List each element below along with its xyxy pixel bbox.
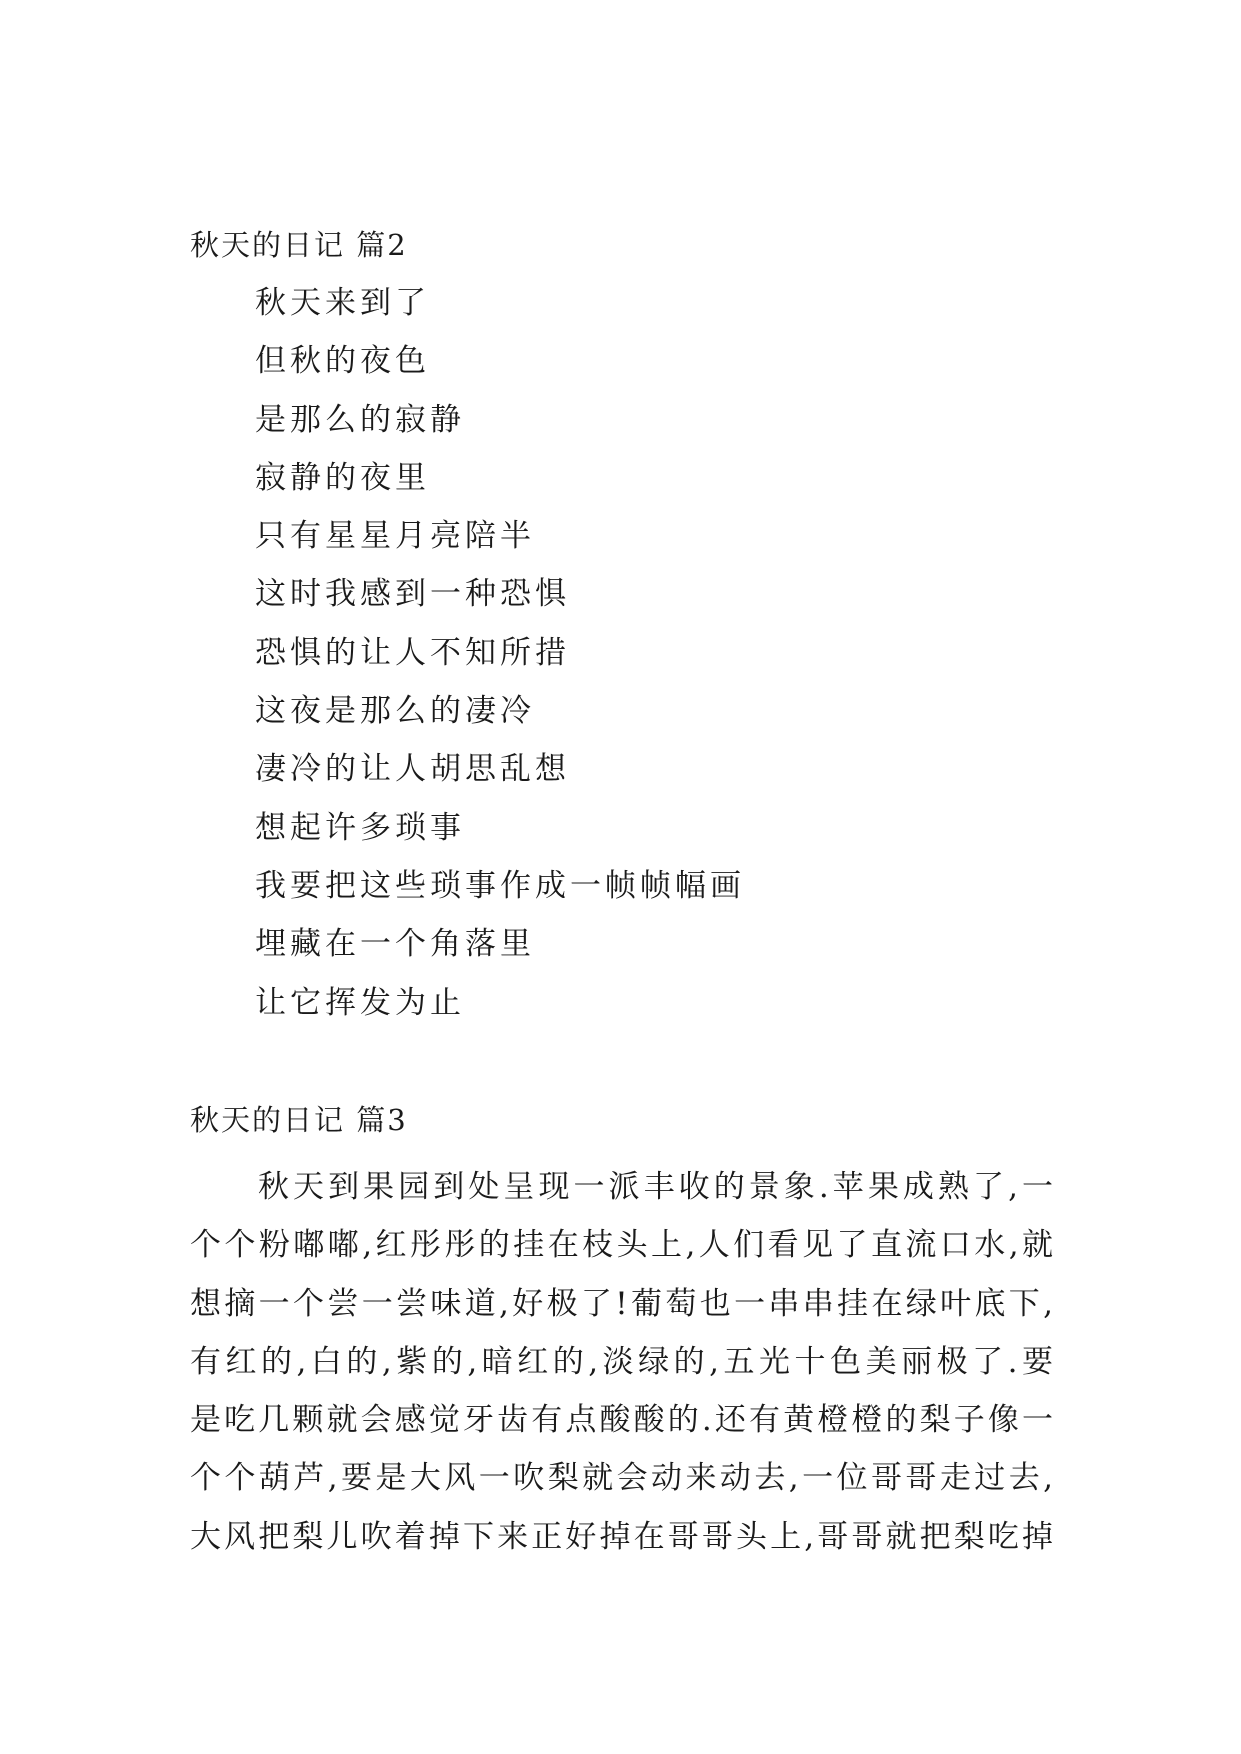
poem-line: 恐惧的让人不知所措 xyxy=(255,634,570,671)
section-3-paragraph xyxy=(190,1158,1054,1566)
poem-line: 让它挥发为止 xyxy=(255,984,465,1021)
paragraph-line: 秋天到果园到处呈现一派丰收的景象.苹果成熟了,一 xyxy=(258,1169,1054,1205)
paragraph-line: 大风把梨儿吹着掉下来正好掉在哥哥头上,哥哥就把梨吃掉 xyxy=(190,1518,1054,1555)
paragraph-line: 有红的,白的,紫的,暗红的,淡绿的,五光十色美丽极了.要 xyxy=(190,1343,1054,1380)
section-3-title: 秋天的日记 篇3 xyxy=(190,1103,408,1137)
paragraph-line: 个个粉嘟嘟,红彤彤的挂在枝头上,人们看见了直流口水,就 xyxy=(190,1227,1054,1264)
poem-line: 想起许多琐事 xyxy=(255,809,465,846)
paragraph-line: 是吃几颗就会感觉牙齿有点酸酸的.还有黄橙橙的梨子像一 xyxy=(190,1402,1054,1439)
poem-line: 这时我感到一种恐惧 xyxy=(255,576,570,613)
poem-line: 是那么的寂静 xyxy=(255,401,465,438)
poem-line: 我要把这些琐事作成一帧帧幅画 xyxy=(255,867,745,904)
section-2-poem xyxy=(255,283,745,1041)
poem-line: 凄冷的让人胡思乱想 xyxy=(255,751,570,788)
paragraph-line: 想摘一个尝一尝味道,好极了!葡萄也一串串挂在绿叶底下, xyxy=(190,1285,1054,1322)
paragraph-line: 个个葫芦,要是大风一吹梨就会动来动去,一位哥哥走过去, xyxy=(190,1460,1054,1497)
poem-line: 只有星星月亮陪半 xyxy=(255,518,535,555)
poem-line: 寂静的夜里 xyxy=(255,459,430,496)
poem-line: 秋天来到了 xyxy=(255,285,430,321)
poem-line: 埋藏在一个角落里 xyxy=(255,926,535,963)
poem-line: 这夜是那么的凄冷 xyxy=(255,693,535,730)
poem-line: 但秋的夜色 xyxy=(255,343,430,380)
section-2-title: 秋天的日记 篇2 xyxy=(190,228,408,262)
